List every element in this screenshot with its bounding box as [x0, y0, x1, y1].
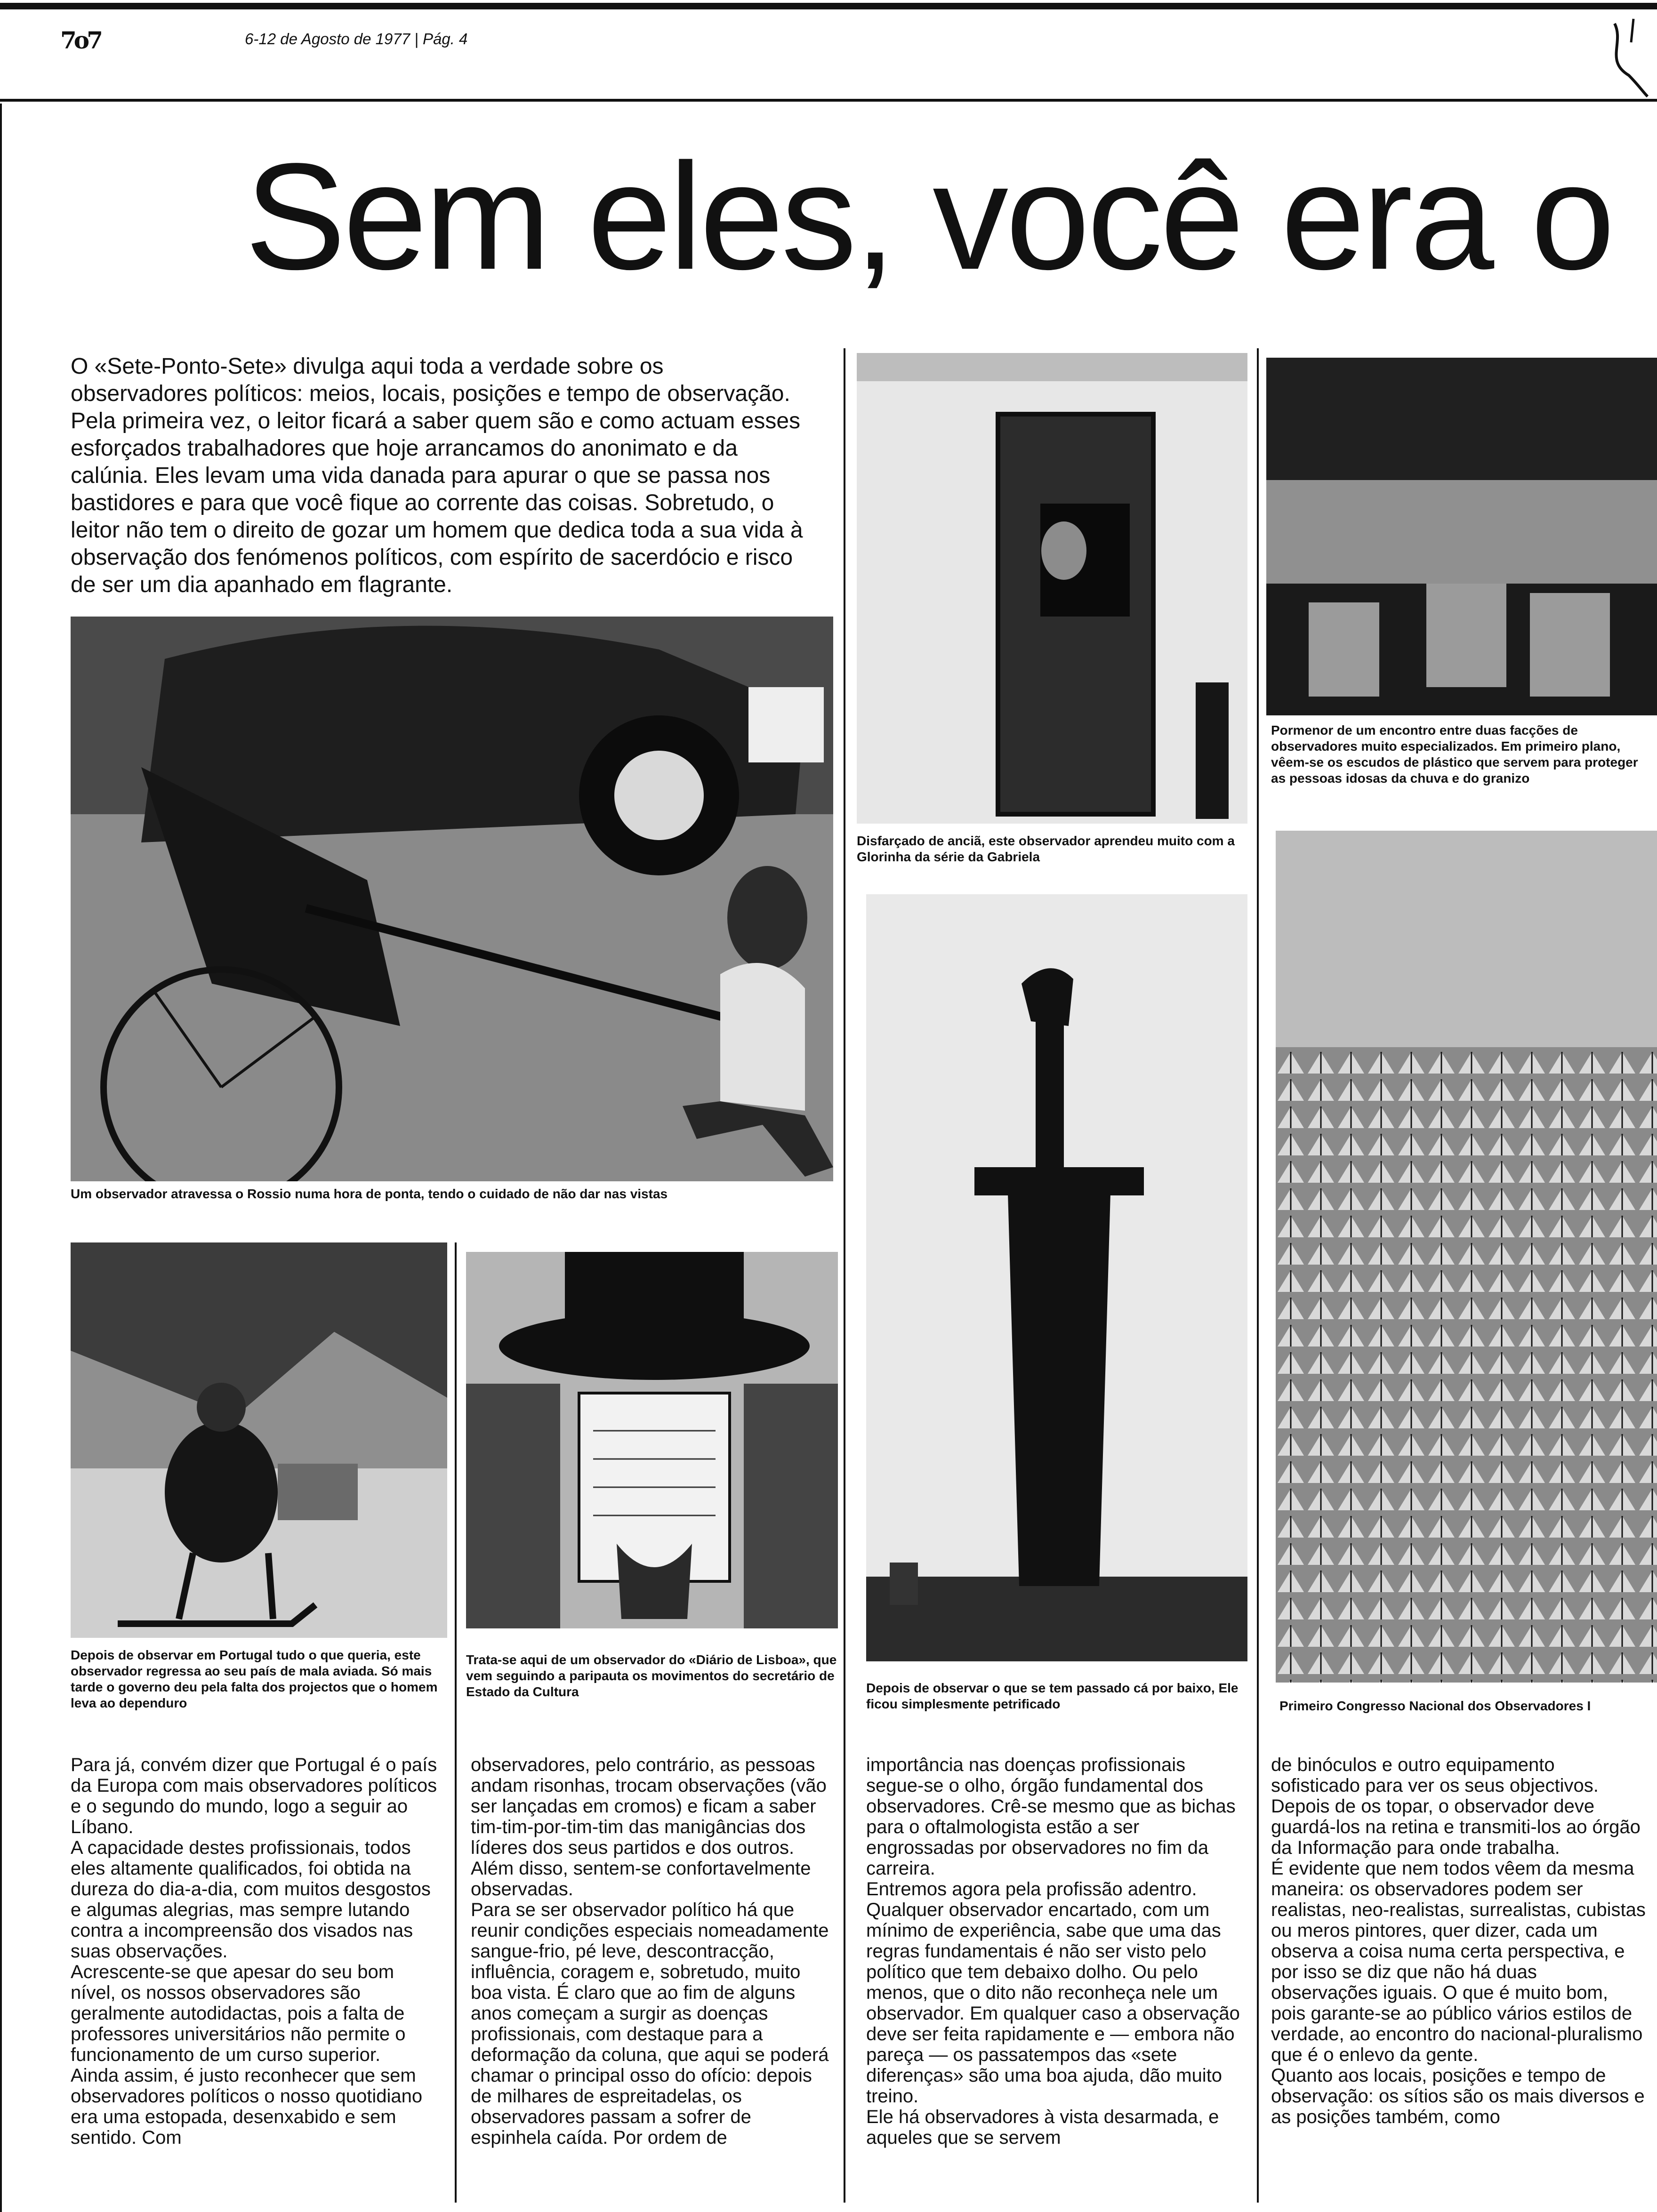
column-rule-1 — [844, 348, 845, 2203]
caption-sled: Depois de observar em Portugal tudo o que queria, este observador regressa ao seu país de mala aviada. Só mais tarde o governo deu pela falta dos projectos que o homem leva ao dependuro — [71, 1648, 438, 1710]
photo-crowd — [1266, 358, 1657, 715]
column-rule-3 — [455, 1242, 457, 2203]
body-paragraph: Entremos agora pela profissão adentro. — [866, 1879, 1197, 1899]
intro-paragraph: O «Sete-Ponto-Sete» divulga aqui toda a verdade sobre os observadores políticos: meios, locais, posições e tempo de observação. Pela primeira vez, o leitor ficará a saber quem são e como actuam esses esforçados trabalhadores que hoje arrancamos do anonimato e da calúnia. Eles levam uma vida danada para apurar o que se passa nos bastidores e para que você fique ao corrente das coisas. Sobretudo, o leitor não tem o direito de gozar um homem que dedica toda a sua vida à observação dos fenómenos políticos, com espírito de sacerdócio e risco de ser um dia apanhado em flagrante. — [71, 354, 803, 597]
photo-sled — [71, 1242, 447, 1638]
caption-crowd: Pormenor de um encontro entre duas facções de observadores muito especializados. Em primeiro plano, vêem-se os escudos de plástico que servem para proteger as pessoas idosas da chuva e do granizo — [1271, 723, 1638, 785]
body-paragraph: Ele há observadores à vista desarmada, e aqueles que se servem — [866, 2107, 1219, 2148]
left-edge-rule — [0, 104, 2, 2212]
body-paragraph: importância nas doenças profissionais segue-se o olho, órgão fundamental dos observadores. Crê-se mesmo que as bichas para o oftalmologista estão a ser engrossadas por observadores no fim da carreira. — [866, 1755, 1236, 1879]
photo-monument — [866, 894, 1247, 1661]
body-paragraph: de binóculos e outro equipamento sofisticado para ver os seus objectivos. Depois de os topar, o observador deve guardá-los na retina e transmiti-los ao órgão da Informação para onde trabalha. — [1271, 1755, 1641, 1858]
body-column-2 — [471, 1755, 833, 2148]
photo-tents — [1276, 831, 1657, 1683]
caption-hat: Trata-se aqui de um observador do «Diário de Lisboa», que vem seguindo a paripauta os movimentos do secretário de Estado da Cultura — [466, 1652, 837, 1699]
headline: Sem eles, você era o — [245, 132, 1612, 301]
body-paragraph: Qualquer observador encartado, com um mínimo de experiência, sabe que uma das regras fundamentais é não ser visto pelo político que tem debaixo dolho. Ou pelo menos, que o dito não reconheça nele um observador. Em qualquer caso a observação deve ser feita rapidamente e — embora não pareça — os passatempos das «sete diferenças» são uma boa ajuda, dão muito treino. — [866, 1899, 1240, 2107]
corner-scribble-icon — [1596, 14, 1652, 99]
caption-rickshaw: Um observador atravessa o Rossio numa hora de ponta, tendo o cuidado de não dar nas vistas — [71, 1186, 668, 1201]
caption-monument: Depois de observar o que se tem passado cá por baixo, Ele ficou simplesmente petrificado — [866, 1681, 1239, 1711]
body-paragraph: Acrescente-se que apesar do seu bom nível, os nossos observadores são geralmente autodidactas, pois a falta de professores universitários não permite o funcionamento de um curso superior. — [71, 1962, 406, 2065]
dateline: 6-12 de Agosto de 1977 | Pág. 4 — [245, 30, 468, 48]
body-paragraph: Quanto aos locais, posições e tempo de observação: os sítios são os mais diversos e as posições também, como — [1271, 2065, 1645, 2127]
photo-rickshaw — [71, 617, 833, 1181]
top-rule — [0, 3, 1657, 9]
body-paragraph: É evidente que nem todos vêem da mesma maneira: os observadores podem ser realistas, neo-realistas, surrealistas, cubistas ou meros pintores, quer dizer, cada um observa a coisa numa certa perspectiva, e por isso se diz que não há duas observações iguais. O que é muito bom, pois garante-se ao público vários estilos de verdade, ao encontro do nacional-pluralismo que é o enlevo da gente. — [1271, 1858, 1646, 2065]
photo-door — [857, 353, 1247, 824]
caption-tents: Primeiro Congresso Nacional dos Observadores I — [1279, 1699, 1591, 1713]
body-column-1 — [71, 1755, 442, 2148]
body-column-4 — [1271, 1755, 1648, 2127]
photo-hat — [466, 1252, 838, 1628]
body-column-3 — [866, 1755, 1243, 2148]
header-rule — [0, 99, 1657, 102]
masthead-logo: 7o7 — [60, 26, 100, 54]
body-paragraph: observadores, pelo contrário, as pessoas andam risonhas, trocam observações (vão ser lançadas em cromos) e ficam a saber tim-tim-por-tim-tim das manigâncias dos líderes dos seus partidos e dos outros. Além disso, sentem-se confortavelmente observadas. — [471, 1755, 827, 1899]
body-paragraph: Para se ser observador político há que reunir condições especiais nomeadamente sangue-frio, pé leve, descontracção, influência, coragem e, sobretudo, muito boa vista. É claro que ao fim de alguns anos começam a surgir as doenças profissionais, com destaque para a deformação da coluna, que aqui se poderá chamar o principal osso do ofício: depois de milhares de espreitadelas, os observadores passam a sofrer de espinhela caída. Por ordem de — [471, 1899, 829, 2148]
body-paragraph: Para já, convém dizer que Portugal é o país da Europa com mais observadores políticos e o segundo do mundo, logo a seguir ao Líbano. — [71, 1755, 437, 1837]
body-paragraph: A capacidade destes profissionais, todos eles altamente qualificados, foi obtida na dureza do dia-a-dia, com muitos desgostos e algumas alegrias, mas sempre lutando contra a incompreensão dos visados nas suas observações. — [71, 1837, 431, 1962]
body-paragraph: Ainda assim, é justo reconhecer que sem observadores políticos o nosso quotidiano era uma estopada, desenxabido e sem sentido. Com — [71, 2065, 423, 2148]
column-rule-2 — [1257, 348, 1259, 2203]
caption-door: Disfarçado de anciã, este observador aprendeu muito com a Glorinha da série da Gabriela — [857, 834, 1235, 864]
